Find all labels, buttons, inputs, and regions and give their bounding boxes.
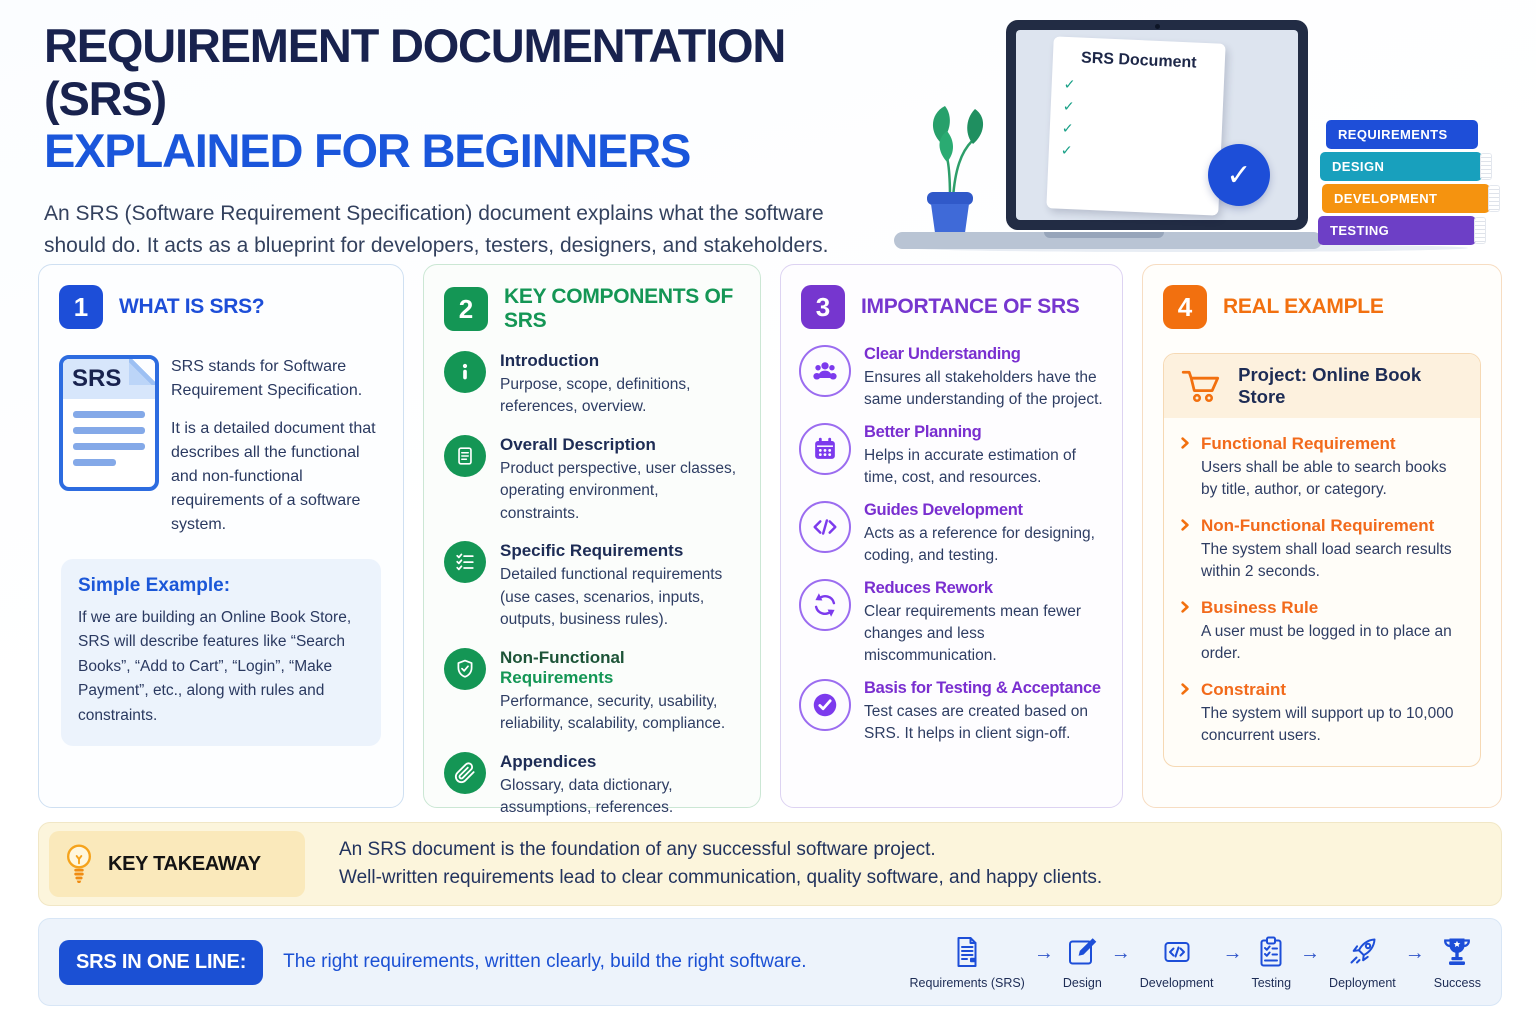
importance-desc: Test cases are created based on SRS. It helps in client sign-off. <box>864 703 1089 742</box>
component-desc: Product perspective, user classes, operating environment, constraints. <box>500 459 737 522</box>
component-item-appendices <box>444 752 742 820</box>
component-title: Appendices <box>500 751 597 771</box>
calendar-icon <box>799 423 851 475</box>
key-takeaway-text <box>339 836 1102 891</box>
success-trophy-icon <box>1439 934 1475 970</box>
component-title: Overall Description <box>500 434 656 454</box>
section-number-badge: 4 <box>1163 285 1207 329</box>
checklist-row <box>1063 77 1211 97</box>
flow-step-requirements <box>910 934 1025 990</box>
lightbulb-icon <box>63 841 95 887</box>
page-subtitle: An SRS (Software Requirement Specification) document explains what the software should do. It acts as a blueprint for developers, testers, designers, and stakeholders. <box>44 201 829 258</box>
what-description <box>171 355 383 537</box>
book-design <box>1320 152 1482 181</box>
arrow-right-icon: → <box>1404 942 1425 964</box>
flow-step-label: Design <box>1062 976 1102 990</box>
chevron-right-icon <box>1180 434 1190 449</box>
project-header <box>1164 354 1480 418</box>
flow-step-development <box>1140 934 1214 990</box>
flow-step-label: Deployment <box>1329 976 1396 990</box>
main-columns <box>38 264 1502 817</box>
srs-file-icon <box>59 355 159 491</box>
refresh-icon <box>799 579 851 631</box>
flow-step-label: Success <box>1433 976 1481 990</box>
flow-step-design <box>1063 934 1102 990</box>
example-desc: Users shall be able to search books by title, author, or category. <box>1201 459 1447 499</box>
section-header <box>39 265 403 343</box>
arrow-right-icon: → <box>1300 942 1321 964</box>
paperclip-icon <box>444 752 486 794</box>
project-title: Project: Online Book Store <box>1238 364 1422 407</box>
arrow-right-icon: → <box>1110 942 1131 964</box>
book-pages <box>1475 218 1485 243</box>
check-icon: ✓ <box>1226 158 1252 192</box>
component-desc: Glossary, data dictionary, assumptions, references. <box>500 776 674 817</box>
importance-title: Guides Development <box>864 501 1023 519</box>
arrow-right-icon: → <box>1222 942 1243 964</box>
simple-example-title: Simple Example: <box>78 575 231 596</box>
key-takeaway-line1: An SRS document is the foundation of any successful software project. <box>339 839 936 861</box>
key-takeaway-line2: Well-written requirements lead to clear communication, quality software, and happy clients. <box>339 867 1103 888</box>
component-title: Introduction <box>500 351 600 370</box>
key-takeaway-label-box <box>49 831 305 897</box>
checklist-row <box>1062 121 1210 141</box>
deployment-rocket-icon <box>1344 934 1380 970</box>
development-code-icon <box>1159 934 1195 970</box>
component-title: Non-Functional Requirements <box>500 647 625 687</box>
laptop-camera-dot <box>1155 24 1160 29</box>
checklist-row <box>1063 99 1211 119</box>
one-line-text: The right requirements, written clearly, build the right software. <box>283 951 807 972</box>
importance-title: Reduces Rework <box>864 579 993 597</box>
check-icon: ✓ <box>1061 119 1074 137</box>
importance-item-clear-understanding <box>799 345 1110 411</box>
importance-item-guides-development <box>799 501 1110 567</box>
chevron-right-icon <box>1180 598 1190 613</box>
component-desc: Performance, security, usability, reliability, scalability, compliance. <box>500 692 726 733</box>
srs-file-label: SRS <box>63 359 155 399</box>
component-title: Specific Requirements <box>500 541 684 561</box>
example-title: Constraint <box>1201 679 1286 699</box>
check-circle-icon <box>799 679 851 731</box>
check-icon: ✓ <box>1062 97 1075 115</box>
book-testing <box>1318 216 1476 245</box>
book-development <box>1322 184 1490 213</box>
book-label: REQUIREMENTS <box>1338 127 1448 142</box>
example-item-non-functional <box>1180 516 1466 584</box>
simple-example-box <box>61 559 381 746</box>
check-icon: ✓ <box>1063 75 1076 93</box>
one-line-bar <box>38 918 1502 1006</box>
flow-step-label: Development <box>1139 976 1214 990</box>
flow-step-deployment <box>1329 934 1396 990</box>
people-icon <box>799 345 851 397</box>
check-icon: ✓ <box>1060 141 1073 159</box>
section-title: KEY COMPONENTS OF SRS <box>504 285 734 332</box>
importance-item-better-planning <box>799 423 1110 489</box>
what-paragraph-1: SRS stands for Software Requirement Specification. <box>171 358 363 399</box>
importance-desc: Clear requirements mean fewer changes and less miscommunication. <box>864 603 1082 664</box>
checklist-icon <box>444 541 486 583</box>
section-importance <box>780 264 1123 808</box>
component-item-specific-requirements <box>444 541 742 631</box>
plant-icon <box>900 100 1000 250</box>
flow-step-label: Testing <box>1251 976 1292 990</box>
laptop-screen <box>1016 30 1298 220</box>
example-desc: The system shall load search results within 2 seconds. <box>1201 540 1452 581</box>
section-title: WHAT IS SRS? <box>119 295 265 318</box>
book-stack <box>1318 120 1502 248</box>
section-title: IMPORTANCE OF SRS <box>861 295 1080 318</box>
info-icon <box>444 351 486 393</box>
example-item-constraint <box>1180 680 1466 748</box>
importance-title: Basis for Testing & Acceptance <box>864 679 1101 697</box>
simple-example-text: If we are building an Online Book Store, SRS will describe features like “Search Books”, “Add to Cart”, “Login”, “Make Payment”, etc., along with rules and constraints. <box>78 609 352 724</box>
book-pages <box>1481 154 1491 179</box>
example-item-functional <box>1180 434 1466 502</box>
process-flow <box>910 934 1481 990</box>
srs-document-card <box>1046 36 1225 215</box>
laptop-base <box>894 232 1322 249</box>
example-desc: The system will support up to 10,000 concurrent users. <box>1201 704 1454 745</box>
section-number-badge: 3 <box>801 285 845 329</box>
key-takeaway-bar <box>38 822 1502 906</box>
section-header <box>1143 265 1501 343</box>
importance-desc: Helps in accurate estimation of time, cost, and resources. <box>864 447 1076 486</box>
component-desc: Purpose, scope, definitions, references, overview. <box>500 376 691 416</box>
example-item-business-rule <box>1180 598 1466 666</box>
book-requirements <box>1326 120 1478 149</box>
page-fold <box>129 359 155 385</box>
importance-title: Clear Understanding <box>864 345 1021 363</box>
document-icon <box>444 435 486 477</box>
book-label: DEVELOPMENT <box>1334 191 1438 206</box>
approved-check-badge <box>1208 144 1270 206</box>
requirements-doc-icon <box>949 934 985 970</box>
example-title: Non-Functional Requirement <box>1201 515 1435 535</box>
section-number-badge: 1 <box>59 285 103 329</box>
importance-desc: Ensures all stakeholders have the same understanding of the project. <box>864 369 1103 408</box>
example-desc: A user must be logged in to place an order. <box>1201 622 1452 663</box>
checklist-row <box>1061 143 1209 163</box>
section-header <box>781 265 1122 343</box>
header <box>44 20 914 263</box>
key-takeaway-label: KEY TAKEAWAY <box>108 852 261 875</box>
component-desc: Detailed functional requirements (use cases, scenarios, inputs, outputs, business rules). <box>500 566 723 629</box>
flow-step-label: Requirements (SRS) <box>909 976 1025 990</box>
flow-step-testing <box>1251 934 1291 990</box>
example-title: Functional Requirement <box>1201 434 1396 453</box>
section-header <box>424 265 760 347</box>
arrow-right-icon: → <box>1033 942 1054 964</box>
book-label: TESTING <box>1330 223 1390 238</box>
chevron-right-icon <box>1180 680 1190 695</box>
what-paragraph-2: It is a detailed document that describes all the functional and non-functional requirements of a software system. <box>171 420 376 533</box>
example-title: Business Rule <box>1201 597 1319 617</box>
project-card <box>1163 353 1481 767</box>
section-number-badge: 2 <box>444 287 488 331</box>
shield-check-icon <box>444 648 486 690</box>
code-icon <box>799 501 851 553</box>
testing-clipboard-icon <box>1253 934 1289 970</box>
cart-icon <box>1180 366 1224 406</box>
section-real-example <box>1142 264 1502 808</box>
importance-title: Better Planning <box>864 423 982 441</box>
section-title: REAL EXAMPLE <box>1223 295 1384 318</box>
importance-desc: Acts as a reference for designing, coding, and testing. <box>864 525 1095 564</box>
book-label: DESIGN <box>1332 159 1385 174</box>
page-title-line1: REQUIREMENT DOCUMENTATION (SRS) <box>44 19 786 125</box>
component-item-non-functional <box>444 648 742 736</box>
header-illustration <box>888 4 1502 256</box>
section-what-is-srs <box>38 264 404 808</box>
component-item-overall-description <box>444 435 742 525</box>
chevron-right-icon <box>1180 516 1190 531</box>
design-pencil-icon <box>1064 934 1100 970</box>
srs-document-title: SRS Document <box>1080 49 1197 72</box>
book-pages <box>1489 186 1499 211</box>
laptop-illustration <box>1006 20 1308 230</box>
section-key-components <box>423 264 761 817</box>
component-item-introduction <box>444 351 742 419</box>
page-title-line2: EXPLAINED FOR BEGINNERS <box>44 124 691 178</box>
importance-item-basis-for-testing <box>799 679 1110 745</box>
one-line-pill: SRS IN ONE LINE: <box>59 940 263 985</box>
flow-step-success <box>1434 934 1481 990</box>
importance-item-reduces-rework <box>799 579 1110 667</box>
